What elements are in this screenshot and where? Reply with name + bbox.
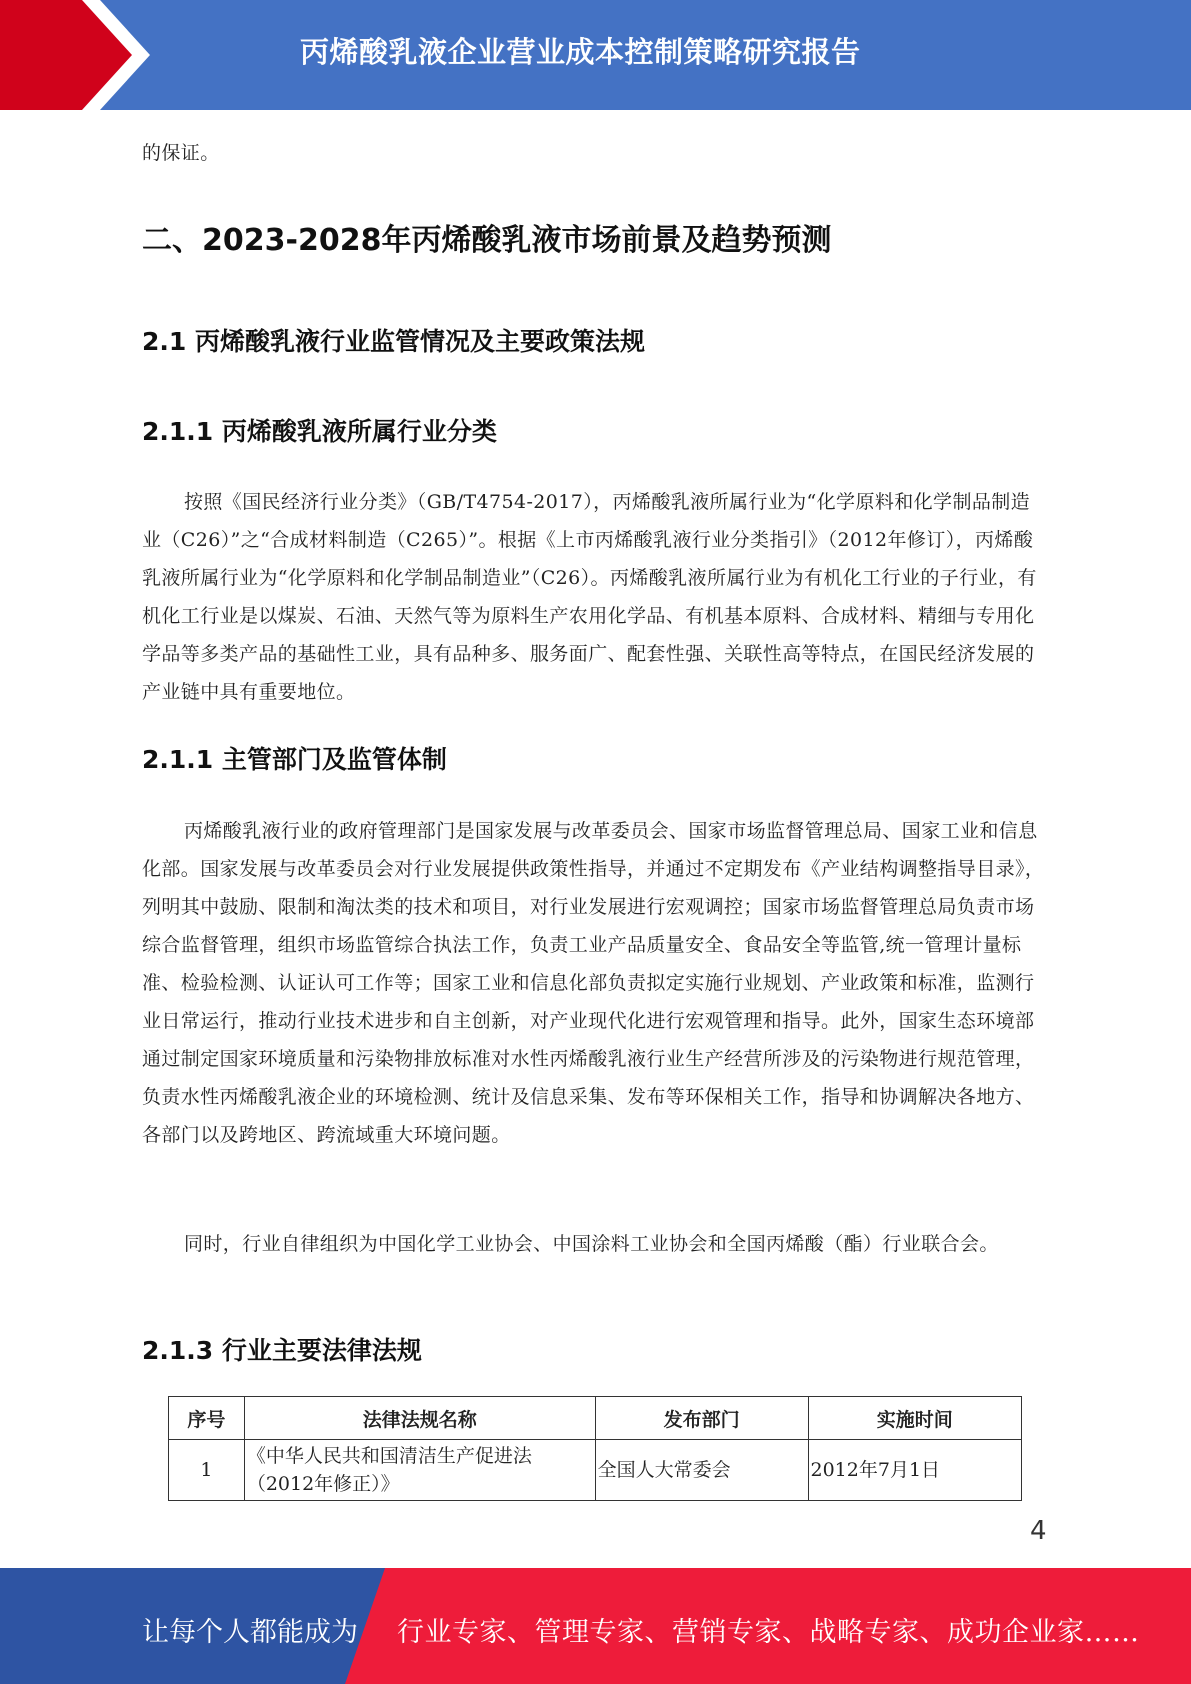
- table-header-row: [169, 1397, 1022, 1440]
- column-header: 实施时间: [808, 1397, 1022, 1440]
- report-header: [0, 0, 1191, 110]
- page-number: 4: [1030, 1516, 1047, 1546]
- table-cell-date: 2012年7月1日: [808, 1440, 1022, 1501]
- report-title: 丙烯酸乳液企业营业成本控制策略研究报告: [300, 35, 861, 69]
- subsection-heading-laws: 2.1.3 行业主要法律法规: [142, 1336, 422, 1365]
- table-cell-index: 1: [169, 1440, 245, 1501]
- column-header: 序号: [169, 1397, 245, 1440]
- table-row: [169, 1440, 1022, 1501]
- lead-text: 的保证。: [142, 142, 220, 164]
- column-header: 法律法规名称: [244, 1397, 595, 1440]
- subsection-heading-regulatory-system: 2.1.1 主管部门及监管体制: [142, 745, 447, 774]
- page-break-mask: [160, 1502, 1040, 1542]
- footer-slogan-right: 行业专家、管理专家、营销专家、战略专家、成功企业家……: [397, 1617, 1140, 1648]
- column-header: 发布部门: [595, 1397, 808, 1440]
- laws-table: [168, 1396, 1022, 1501]
- header-chevron-icon: [0, 0, 160, 110]
- report-footer: [0, 1568, 1191, 1684]
- footer-slogan-left: 让每个人都能成为: [142, 1617, 358, 1648]
- industry-classification-paragraph: 按照《国民经济行业分类》（GB/T4754-2017），丙烯酸乳液所属行业为“化学原料和化学制品制造业（C26）”之“合成材料制造（C265）”。根据《上市丙烯酸乳液行业分类指引》（2012年修订），丙烯酸乳液所属行业为“化学原料和化学制品制造业”（C26）。丙烯酸乳液所属行业为有机化工行业的子行业，有机化工行业是以煤炭、石油、天然气等为原料生产农用化学品、有机基本原料、合成材料、精细与专用化学品等多类产品的基础性工业，具有品种多、服务面广、配套性强、关联性高等特点，在国民经济发展的产业链中具有重要地位。: [142, 491, 1037, 703]
- section-heading: 2.1 丙烯酸乳液行业监管情况及主要政策法规: [142, 327, 645, 356]
- subsection-heading-industry-classification: 2.1.1 丙烯酸乳液所属行业分类: [142, 417, 497, 446]
- table-cell-law-name: 《中华人民共和国清洁生产促进法（2012年修正）》: [244, 1440, 595, 1501]
- chapter-heading: 二、2023-2028年丙烯酸乳液市场前景及趋势预测: [142, 223, 832, 258]
- regulatory-system-paragraph: 丙烯酸乳液行业的政府管理部门是国家发展与改革委员会、国家市场监督管理总局、国家工业和信息化部。国家发展与改革委员会对行业发展提供政策性指导，并通过不定期发布《产业结构调整指导目录》，列明其中鼓励、限制和淘汰类的技术和项目，对行业发展进行宏观调控；国家市场监督管理总局负责市场综合监督管理，组织市场监管综合执法工作，负责工业产品质量安全、食品安全等监管,统一管理计量标准、检验检测、认证认可工作等；国家工业和信息化部负责拟定实施行业规划、产业政策和标准，监测行业日常运行，推动行业技术进步和自主创新，对产业现代化进行宏观管理和指导。此外，国家生态环境部通过制定国家环境质量和污染物排放标准对水性丙烯酸乳液行业生产经营所涉及的污染物进行规范管理，负责水性丙烯酸乳液企业的环境检测、统计及信息采集、发布等环保相关工作，指导和协调解决各地方、各部门以及跨地区、跨流域重大环境问题。: [142, 820, 1045, 1146]
- table-cell-department: 全国人大常委会: [595, 1440, 808, 1501]
- self-regulatory-paragraph: 同时，行业自律组织为中国化学工业协会、中国涂料工业协会和全国丙烯酸（酯）行业联合会。: [184, 1233, 999, 1255]
